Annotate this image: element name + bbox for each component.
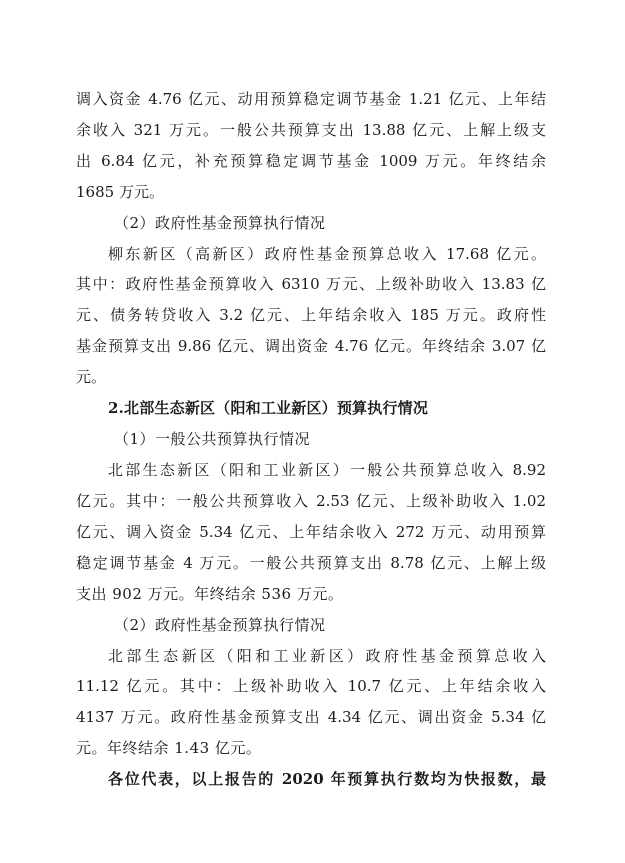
paragraph-line: 亿元。其中：一般公共预算收入 2.53 亿元、上级补助收入 1.02 xyxy=(76,492,546,510)
subsection-heading: （1）一般公共预算执行情况 xyxy=(114,430,311,448)
paragraph-line: 4137 万元。政府性基金预算支出 4.34 亿元、调出资金 5.34 亿 xyxy=(76,708,546,726)
paragraph-line: 北部生态新区（阳和工业新区）政府性基金预算总收入 xyxy=(108,647,546,665)
paragraph-line: 11.12 亿元。其中：上级补助收入 10.7 亿元、上年结余收入 xyxy=(76,677,546,695)
paragraph-line: 余收入 321 万元。一般公共预算支出 13.88 亿元、上解上级支 xyxy=(76,121,546,139)
subsection-heading: （2）政府性基金预算执行情况 xyxy=(114,616,326,634)
paragraph-line: 基金预算支出 9.86 亿元、调出资金 4.76 亿元。年终结余 3.07 亿 xyxy=(76,337,546,355)
paragraph-line: 稳定调节基金 4 万元。一般公共预算支出 8.78 亿元、上解上级 xyxy=(76,554,546,572)
paragraph-line: 出 6.84 亿元，补充预算稳定调节基金 1009 万元。年终结余 xyxy=(76,152,546,170)
closing-statement: 各位代表，以上报告的 2020 年预算执行数均为快报数，最 xyxy=(108,770,546,788)
paragraph-line: 柳东新区（高新区）政府性基金预算总收入 17.68 亿元。 xyxy=(108,245,546,263)
subsection-heading: （2）政府性基金预算执行情况 xyxy=(114,214,326,232)
paragraph-line: 元。年终结余 1.43 亿元。 xyxy=(76,739,262,757)
paragraph-line: 亿元、调入资金 5.34 亿元、上年结余收入 272 万元、动用预算 xyxy=(76,523,546,541)
paragraph-line: 元、债务转贷收入 3.2 亿元、上年结余收入 185 万元。政府性 xyxy=(76,306,546,324)
paragraph-line: 元。 xyxy=(76,368,107,386)
paragraph-line: 1685 万元。 xyxy=(76,183,164,201)
paragraph-line: 调入资金 4.76 亿元、动用预算稳定调节基金 1.21 亿元、上年结 xyxy=(76,90,546,108)
paragraph-line: 北部生态新区（阳和工业新区）一般公共预算总收入 8.92 xyxy=(108,461,546,479)
section-heading: 2.北部生态新区（阳和工业新区）预算执行情况 xyxy=(108,399,429,417)
paragraph-line: 支出 902 万元。年终结余 536 万元。 xyxy=(76,585,344,603)
paragraph-line: 其中：政府性基金预算收入 6310 万元、上级补助收入 13.83 亿 xyxy=(76,275,546,293)
